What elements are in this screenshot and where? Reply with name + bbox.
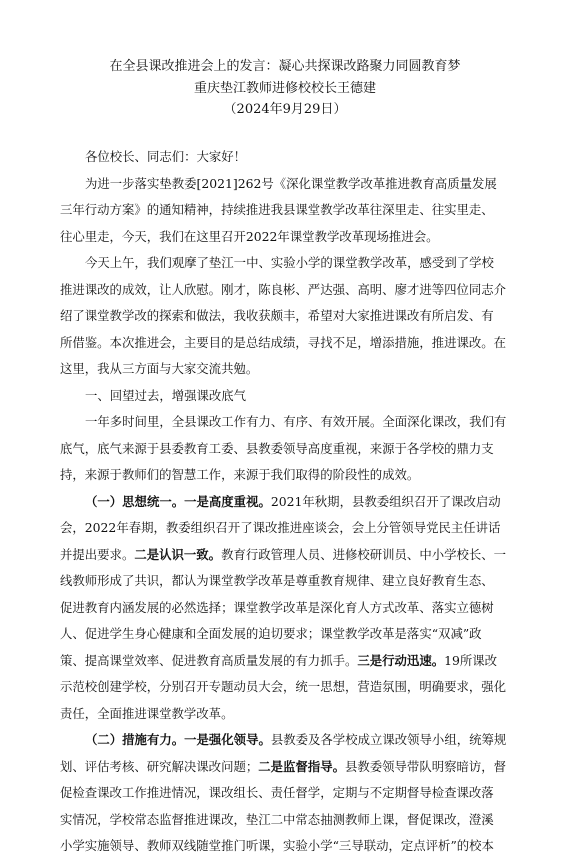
text-segment: 促进教育内涵发展的必然选择；课堂教学改革是深化育人方式改革、落实立德树 bbox=[60, 599, 494, 615]
text-segment: 实情况，学校常态监督推进课改，垫江二中常态抽测教师上课，督促课改，澄溪 bbox=[60, 811, 494, 827]
document-title: 在全县课改推进会上的发言：凝心共探课改路聚力同圆教育梦 bbox=[109, 59, 461, 74]
text-segment: 示范校创建学校，分别召开专题动员大会，统一思想，营造氛围，明确要求，强化 bbox=[60, 679, 507, 694]
bold-text-segment: （二）措施有力。 bbox=[85, 732, 185, 747]
text-segment: 推进课改的成效，让人欣慰。刚才，陈良彬、严达强、高明、廖才进等四位同志介 bbox=[60, 281, 507, 297]
text-segment: 一、回望过去，增强课改底气 bbox=[85, 387, 247, 403]
bold-text-segment: 二是认识一致。 bbox=[134, 546, 222, 562]
text-segment: 往心里走，今天，我们在这里召开2022年课堂教学改革现场推进会。 bbox=[60, 228, 439, 244]
text-line bbox=[60, 674, 518, 701]
text-line bbox=[60, 303, 518, 330]
text-segment: 一年多时间里，全县课改工作有力、有序、有效开展。全面深化课改，我们有 bbox=[85, 414, 507, 429]
text-segment: 促检查课改工作推进情况，课改组长、责任督学，定期与不定期督导检查课改落 bbox=[60, 785, 494, 800]
text-line bbox=[60, 250, 518, 277]
text-line bbox=[60, 330, 518, 357]
text-line bbox=[60, 701, 518, 728]
document-author: 重庆垫江教师进修校校长王德建 bbox=[193, 81, 376, 96]
text-segment: 教育行政管理人员、进修校研训员、中小学校长、一 bbox=[221, 546, 507, 562]
text-segment: 划、评估考核、研究解决课改问题； bbox=[60, 758, 259, 774]
text-line bbox=[60, 277, 518, 304]
text-line bbox=[60, 171, 518, 198]
text-line bbox=[60, 144, 518, 171]
bold-text-segment: 一是强化领导。 bbox=[184, 732, 271, 747]
text-segment: 县教委及各学校成立课改领导小组，统筹规 bbox=[270, 732, 507, 747]
text-line bbox=[60, 595, 518, 622]
bold-text-segment: 一是高度重视。 bbox=[184, 493, 271, 509]
text-line bbox=[60, 621, 518, 648]
document-date: （2024年9月29日） bbox=[223, 102, 347, 117]
text-segment: 今天上午，我们观摩了垫江一中、实验小学的课堂教学改革，感受到了学校 bbox=[85, 255, 494, 270]
text-line bbox=[60, 224, 518, 251]
text-segment: 所借鉴。本次推进会，主要目的是总结成绩，寻找不足，增添措施，推进课改。在 bbox=[60, 334, 507, 350]
text-segment: 会，2022年春期，教委组织召开了课改推进座谈会，会上分管领导党民主任讲话 bbox=[60, 520, 501, 535]
text-line bbox=[60, 727, 518, 754]
text-line bbox=[60, 648, 518, 675]
text-line bbox=[60, 542, 518, 569]
text-segment: 绍了课堂教学改的探索和做法，我收获颇丰，希望对大家推进课改有所启发、有 bbox=[60, 308, 494, 323]
text-segment: 并提出要求。 bbox=[60, 546, 135, 562]
text-line bbox=[60, 436, 518, 463]
text-line bbox=[60, 568, 518, 595]
text-segment: 人、促进学生身心健康和全面发展的迫切要求；课堂教学改革是落实“双减”政 bbox=[60, 626, 482, 641]
bold-text-segment: 三是行动迅速。 bbox=[357, 652, 445, 668]
text-segment: 责任，全面推进课堂教学改革。 bbox=[60, 705, 234, 721]
text-line bbox=[60, 489, 518, 516]
text-segment: 2021年秋期，县教委组织召开了课改启动 bbox=[270, 493, 501, 509]
text-segment: 线教师形成了共识，都认为课堂教学改革是尊重教育规律、建立良好教育生态、 bbox=[60, 573, 494, 588]
text-segment: 这里，我从三方面与大家交流共勉。 bbox=[60, 361, 259, 376]
text-line bbox=[60, 833, 518, 860]
text-line bbox=[60, 780, 518, 807]
document-body bbox=[60, 144, 518, 860]
bold-text-segment: （一）思想统一。 bbox=[85, 493, 185, 509]
text-line bbox=[60, 197, 518, 224]
text-segment: 持，来源于教师们的智慧工作，来源于我们取得的阶段性的成效。 bbox=[60, 467, 420, 482]
text-line bbox=[60, 515, 518, 542]
text-segment: 策、提高课堂效率、促进教育高质量发展的有力抓手。 bbox=[60, 652, 358, 668]
text-line bbox=[60, 462, 518, 489]
text-segment: 为进一步落实垫教委[2021]262号《深化课堂教学改革推进教育高质量发展 bbox=[85, 175, 497, 191]
text-segment: 19所课改 bbox=[444, 652, 498, 668]
text-line bbox=[60, 409, 518, 436]
text-segment: 三年行动方案》的通知精神，持续推进我县课堂教学改革往深里走、往实里走、 bbox=[60, 202, 494, 217]
text-segment: 县教委领导带队明察暗访，督 bbox=[344, 758, 507, 774]
text-line bbox=[60, 356, 518, 383]
text-segment: 各位校长、同志们：大家好！ bbox=[85, 149, 247, 164]
text-line bbox=[60, 383, 518, 410]
text-segment: 小学实施领导、教师双线随堂推门听课，实验小学“三导联动，定点评析”的校本 bbox=[60, 838, 494, 853]
bold-text-segment: 二是监督指导。 bbox=[258, 758, 345, 774]
text-line bbox=[60, 807, 518, 834]
text-segment: 底气，底气来源于县委教育工委、县教委领导高度重视，来源于各学校的鼎力支 bbox=[60, 440, 494, 456]
text-line bbox=[60, 754, 518, 781]
